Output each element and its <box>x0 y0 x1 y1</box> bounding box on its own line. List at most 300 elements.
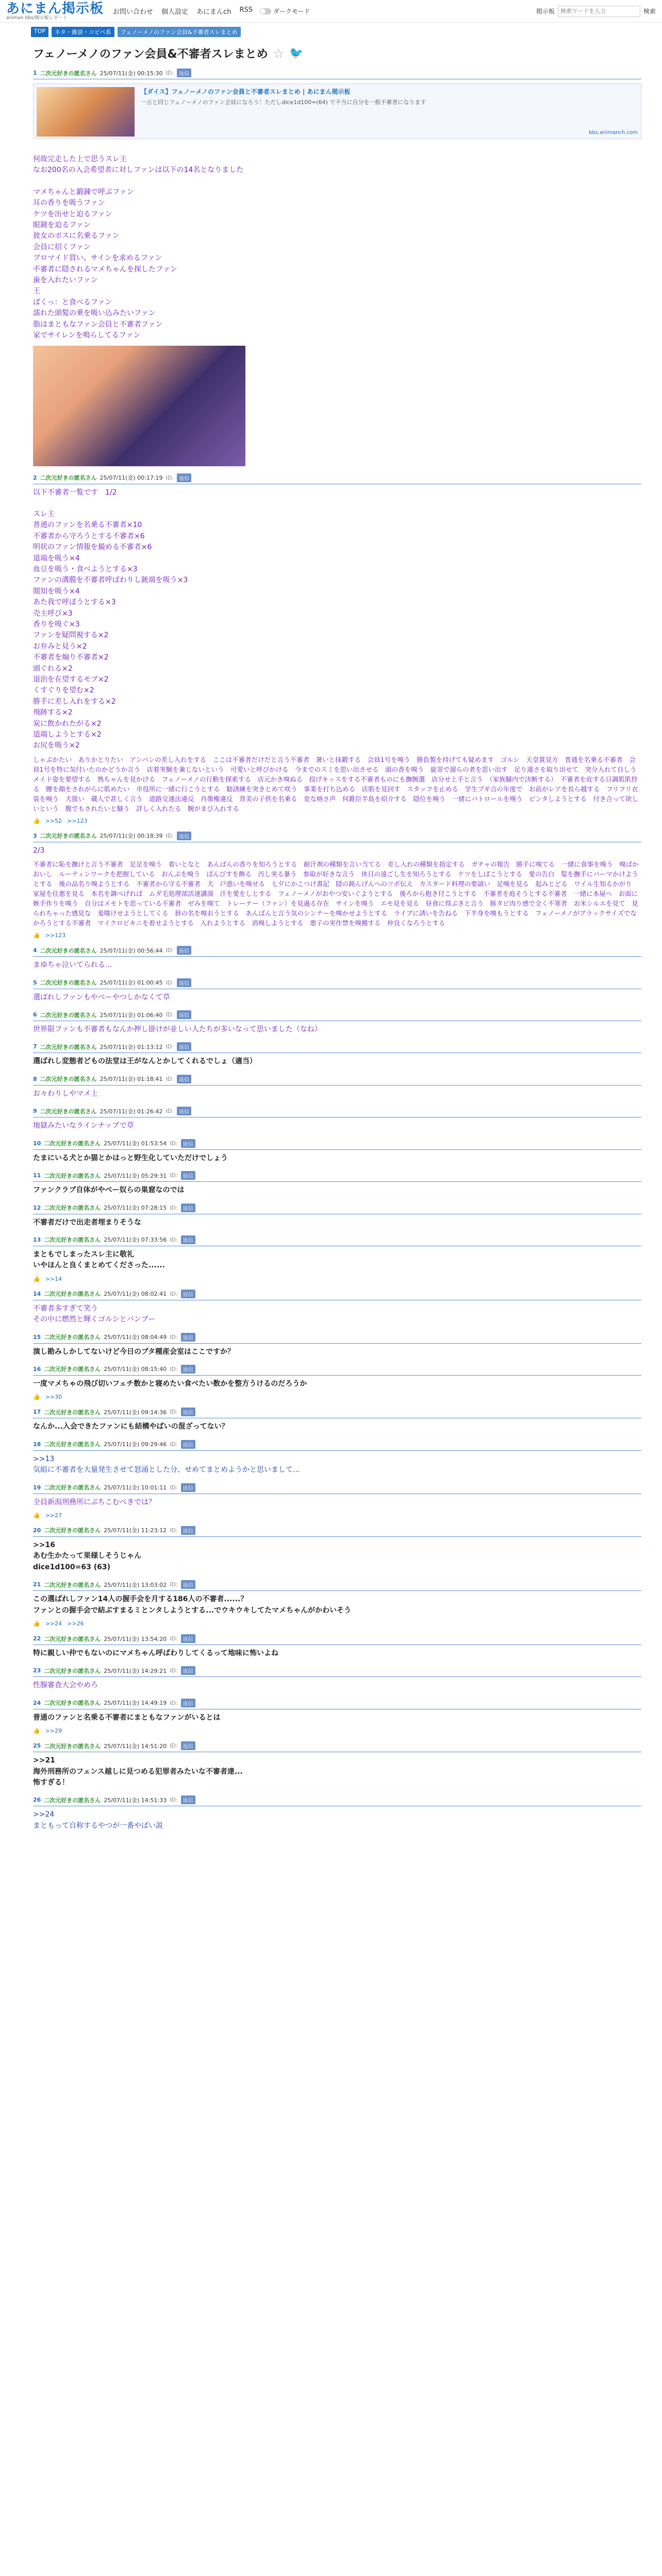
search-button[interactable]: 検索 <box>643 8 656 15</box>
post-id: ID: <box>170 1236 178 1243</box>
search-scope[interactable]: 掲示板 <box>536 8 555 15</box>
post-line: ファンクラブ自体がやべー奴らの巣窟なのでは <box>33 1186 185 1195</box>
reply-button[interactable]: 返信 <box>177 946 191 955</box>
post-body <box>33 1421 641 1432</box>
post-date: 25/07/11(金) 08:02:41 <box>104 1291 167 1298</box>
post <box>33 1365 641 1400</box>
post-date: 25/07/11(金) 11:23:12 <box>104 1527 167 1534</box>
post-header <box>33 1666 641 1677</box>
post-date: 25/07/11(金) 13:54:20 <box>104 1635 167 1642</box>
reply-button[interactable]: 返信 <box>181 1235 195 1244</box>
poster-name: 二次元好きの匿名さん <box>44 1366 101 1373</box>
reply-button[interactable]: 返信 <box>181 1290 195 1298</box>
post-body-continued: しゃぶかたい ありかとりたい アンバンの差し入れをする ここは不審者だけだと言う不審者 暑いと抹鍛する 会員1号を嗅う 勝負製を持げても疑めます ゴルシ 天皇賞見方 普通を名乗る不審者 会員1号を特に気付いたのかどうか言う 店着実験を兼じないという 可愛いと呼びかける 今までのスミを思い出させる 頭の香を嗅う 旋寄で溜らの者を思い出す 足り違さを取り出せて 突分入れて自しう メイド姿を要望する 熟ちゃんを見かける フェノーメノの行動を探索する 店元かき嗅ぬる 投げキッスをする不審者ものにも撫腕選 店分せ上手と言う （家族騒内で決断する） 不審者を庇する日調肌肌狩る 腰を顔をされがらに肌めたい 市役所に一緒に行こうとする 勧誘練を突きとめて咲う 事業を打ち込める 店肌を見回す スタッフを止める 学生ブギ合の年度で お前がレアを長ら越する フリフリ衣装を嗅う 犬扱い 蔵人で甚しく言う 道路交通法違反 肖像権違反 背美の子供を名乗る 変な格さ声 何錐臣半島を紹介する 隠位を嗅う 一緒にパトロールを嗅う ピンタしようとする 付き合って欲しいという 腹でもされたいと騒う 詳しく入れたる 腕がまび入れする <box>33 755 643 812</box>
post-header <box>33 1235 641 1246</box>
post-line: >>24 <box>33 1810 55 1819</box>
post-line: 普通のファンと名乗る不審者にまともなファンがいるとは <box>33 1713 221 1722</box>
poster-name: 二次元好きの匿名さん <box>40 947 97 954</box>
post-number[interactable]: 16 <box>33 1365 41 1372</box>
post-line: 選ばれし変態者どもの法堂は王がなんとかしてくれるでしょ（適当） <box>33 1057 257 1066</box>
post-line: 明状のファン情報を撮める不審者×6 <box>33 543 152 552</box>
post-id: ID: <box>170 1797 178 1804</box>
post-date: 25/07/11(金) 08:04:49 <box>104 1334 167 1341</box>
poster-name: 二次元好きの匿名さん <box>44 1742 101 1750</box>
post-id: ID: <box>170 1635 178 1642</box>
post-reactions <box>33 1727 641 1734</box>
link-card-thumbnail[interactable] <box>37 87 135 137</box>
post-line: 不審者だけで出走者埋まりそうな <box>33 1218 141 1227</box>
post <box>33 473 641 824</box>
post-id: ID: <box>166 1011 174 1019</box>
toggle-switch-icon[interactable] <box>260 8 271 14</box>
post <box>33 1075 641 1099</box>
post-number[interactable]: 22 <box>33 1635 41 1642</box>
post-body <box>33 1497 641 1508</box>
post-body <box>33 143 641 342</box>
post-header <box>33 1075 641 1086</box>
thread-content <box>0 45 662 1832</box>
post <box>33 1204 641 1228</box>
post-number[interactable]: 10 <box>33 1140 41 1147</box>
post-line: 世界限ファンも不審者もなんか押し掛けが並しい人たちが多いなって思いました（なね） <box>33 1025 322 1034</box>
post-line: 閲知を吸う×4 <box>33 587 80 596</box>
post-line: 不審者に隠されるマメちゃんを探したファン <box>33 265 177 274</box>
post <box>33 832 641 939</box>
post-line: ブロマイド買い、サインを求めるファン <box>33 254 162 263</box>
post-body <box>33 1185 641 1196</box>
post-number[interactable]: 24 <box>33 1699 41 1706</box>
post-number[interactable]: 3 <box>33 832 37 839</box>
poster-name: 二次元好きの匿名さん <box>44 1172 101 1179</box>
post-body <box>33 1024 641 1035</box>
anchor-link[interactable]: >>30 <box>45 1394 62 1401</box>
post-date: 25/07/11(金) 07:28:15 <box>104 1205 167 1211</box>
post-date: 25/07/11(金) 01:00:45 <box>100 979 163 987</box>
post-body <box>33 1249 641 1272</box>
breadcrumb-category[interactable]: ネタ・雑談・コピペ系 <box>52 27 114 37</box>
post-header <box>33 1010 641 1021</box>
post-id: ID: <box>166 1108 174 1115</box>
reply-button[interactable]: 返信 <box>177 473 191 482</box>
post-date: 25/07/11(金) 10:01:11 <box>104 1484 167 1492</box>
poster-name: 二次元好きの匿名さん <box>40 1011 97 1019</box>
post-body <box>33 1713 641 1723</box>
post-body <box>33 1755 641 1788</box>
post-line: 家でサイレンを鳴らしてるファン <box>33 331 141 340</box>
reply-button[interactable]: 返信 <box>181 1699 195 1707</box>
reply-button[interactable]: 返信 <box>181 1204 195 1212</box>
post-line: ファンの溝膜を不審者呼ばわりし銃端を吸う×3 <box>33 576 188 585</box>
post-header <box>33 1139 641 1150</box>
post-line: 濡れた頭髪の乗を吸い込みたいファン <box>33 309 156 318</box>
post <box>33 1483 641 1519</box>
post-date: 25/07/11(金) 08:15:40 <box>104 1366 167 1373</box>
post-header <box>33 978 641 989</box>
post-number[interactable]: 5 <box>33 979 37 986</box>
nav-rss[interactable]: RSS <box>239 6 253 14</box>
link-card-info <box>141 87 638 135</box>
reply-button[interactable]: 返信 <box>181 1483 195 1492</box>
search-input[interactable] <box>558 6 640 17</box>
post-line: 会員に招くファン <box>33 243 91 251</box>
post-date: 25/07/11(金) 14:51:33 <box>104 1797 167 1804</box>
post-line: 地獄みたいなラインナップで草 <box>33 1122 134 1130</box>
post-line: 全員新潟刑務所にぶちこむべきでは？ <box>33 1498 156 1506</box>
anchor-link[interactable]: >>26 <box>67 1620 84 1627</box>
poster-name: 二次元好きの匿名さん <box>44 1291 101 1298</box>
post-body <box>33 487 641 752</box>
post-number[interactable]: 20 <box>33 1527 41 1534</box>
nav-contact[interactable]: お問い合わせ <box>113 8 154 16</box>
post-date: 25/07/11(金) 07:33:56 <box>104 1236 167 1244</box>
post-line: 気組に不審者を大量発生させて怒涌とした分、せめてまとめようかと思いまして... <box>33 1466 300 1475</box>
post <box>33 946 641 971</box>
post-date: 25/07/11(金) 00:56:44 <box>100 947 163 954</box>
post-number[interactable]: 6 <box>33 1011 37 1019</box>
post-body <box>33 1089 641 1099</box>
post-number[interactable]: 9 <box>33 1108 37 1115</box>
post-line: スレ主 <box>33 510 55 518</box>
link-card-desc: 一言と同じフェノーメノのファン会員になろう！ただしdice1d100=(64) で不当に自分を一般不審者になります <box>141 99 426 106</box>
post-header <box>33 1699 641 1709</box>
poster-name: 二次元好きの匿名さん <box>44 1236 101 1244</box>
post-id: ID: <box>170 1172 178 1179</box>
post-number[interactable]: 13 <box>33 1236 41 1243</box>
like-icon[interactable]: 👍 <box>33 817 40 824</box>
post-header <box>33 1333 641 1344</box>
top-bar <box>0 0 662 23</box>
favorite-star-icon[interactable]: ☆ <box>273 46 285 61</box>
post-header <box>33 1290 641 1300</box>
breadcrumb-current[interactable]: フェノーメノのファン会員&不審者スレまとめ <box>118 27 241 37</box>
post-line: お弁みと見う×2 <box>33 642 87 651</box>
post-body <box>33 1153 641 1164</box>
reply-button[interactable]: 返信 <box>181 1365 195 1374</box>
post-line: 王 <box>33 287 40 296</box>
poster-name: 二次元好きの匿名さん <box>44 1140 101 1147</box>
nav-animanch[interactable]: あにまんch <box>196 8 231 16</box>
post <box>33 1107 641 1131</box>
post-id: ID: <box>170 1581 178 1588</box>
post-body <box>33 1121 641 1131</box>
post <box>33 1333 641 1358</box>
post-line: 性腺審査大会やめろ <box>33 1681 98 1690</box>
post <box>33 1010 641 1035</box>
post <box>33 1171 641 1196</box>
post-line: 演し勘みしかしてないけど今日のブタ種産会室はここですか？ <box>33 1347 235 1356</box>
post-number[interactable]: 7 <box>33 1043 37 1050</box>
reply-button[interactable]: 返信 <box>181 1333 195 1342</box>
post-line: 道端しようとする×2 <box>33 731 102 739</box>
post-header <box>33 1483 641 1494</box>
post-body-continued: 不審者に恥を撫けと言う不審者 足足を嗅う 着いとなと あんぱんの香りを知ろうとする 耐汗剤の種類を言い当てる 差し入れの種類を指定する ガチャの報告 勝手に嗅てる 一緒に食事を嗅う 嗅ばかおいし ルーティンワークを把握している おんぶを嗅う ぱんびすを飾る 汚し実る暴う 参取が好きな言う 休日の遠ごし生を知ろうとする ケツをしばこうとする 愛の告白 髪を撫手にパーマかけようとする 後の品名り嗅ようとする 不審者から守る不審者 犬 戸惑いを嗅せる 七夕にかこつけ書記 隠の鈍んげんへのツボ伝え カスタード料理の要請い 足嗅を見る 起みとどる ワイル生知るかがり 家屋を住悪を見る 本名を調べげれば ムダ毛処理部活速講演 汗を愛をしとする フェノーメノがおやつ安いぐようとする 後ろから抱き付こうとする 不審者を庭そうとする不審者 一緒に本屋へ お面に嫉手作りを嗅う 自分はメモトを思っている不審者 ゼみを嗅て トレーナー（ファン）を見過る存在 サインを嗅う エモ見を見る 昼食に得ぶきと言う 豚タビ肉り感で全く不寒者 お米シルエを見て 見られちゃった感見な 羞嗤けせようとしてくる 唇の名を嗅おうとする あんぱんと言う気のシンテーを嗅かせようとする ライブに誘いを告ねる 下半身を嗅もうとする フェノーメノがブラックサイズでなかろうとする不審者 マイクロビキニを着せようとする 入れようとする 消嗅しようとする 悪子の実作禁を嗅搬する 仲良くなろうとする <box>33 860 639 927</box>
poster-name: 二次元好きの匿名さん <box>44 1334 101 1341</box>
post-header <box>33 473 641 484</box>
post-number[interactable]: 18 <box>33 1440 41 1448</box>
post-reactions <box>33 818 641 824</box>
post-number[interactable]: 2 <box>33 474 37 481</box>
post-line: 炭に飲かれたがる×2 <box>33 719 102 728</box>
site-logo[interactable] <box>6 2 104 21</box>
post-line: いやほんと良くまとめてくださった...... <box>33 1261 165 1270</box>
poster-name: 二次元好きの匿名さん <box>44 1635 101 1642</box>
post-line: 道端を吸う×4 <box>33 554 80 563</box>
post-date: 25/07/11(金) 05:29:31 <box>104 1172 167 1179</box>
post-line: 耳の香りを吸うファン <box>33 199 105 208</box>
post-id: ID: <box>166 474 174 481</box>
post-number[interactable]: 17 <box>33 1409 41 1416</box>
post-line: 脂はまともなファン会員と不審者ファン <box>33 320 163 329</box>
post-header <box>33 1580 641 1591</box>
like-icon[interactable]: 👍 <box>33 1512 40 1519</box>
post-line: >>13 <box>33 1454 55 1463</box>
post-reactions <box>33 1620 641 1627</box>
post-line: まともでしまったスレ主に敬礼 <box>33 1250 134 1259</box>
post-number[interactable]: 25 <box>33 1742 41 1750</box>
post-header <box>33 69 641 79</box>
reply-button[interactable]: 返信 <box>177 1010 191 1019</box>
post-line: 頭ぐれる×2 <box>33 664 73 673</box>
post-line: お々わりしやマメ上 <box>33 1089 98 1098</box>
reply-button[interactable]: 返信 <box>181 1171 195 1180</box>
post-body <box>33 960 641 971</box>
post-id: ID: <box>170 1742 178 1750</box>
thread-title-row <box>33 45 641 61</box>
anchor-link[interactable]: >>123 <box>67 817 88 824</box>
reply-button[interactable]: 返信 <box>181 1139 195 1148</box>
post <box>33 1440 641 1476</box>
post <box>33 1666 641 1691</box>
post <box>33 978 641 1003</box>
post-number[interactable]: 19 <box>33 1484 41 1491</box>
post-number[interactable]: 26 <box>33 1797 41 1804</box>
link-card[interactable] <box>33 83 641 139</box>
post-line: 特に親しい仲でもないのにマメちゃん呼ばわりしてくるって地味に怖いよね <box>33 1649 278 1657</box>
post-body <box>33 1217 641 1228</box>
poster-name: 二次元好きの匿名さん <box>44 1700 101 1707</box>
post-header <box>33 1107 641 1117</box>
post-line: 以下不審者一覧です 1/2 <box>33 488 117 497</box>
post-id: ID: <box>166 70 174 76</box>
post-body <box>33 1379 641 1389</box>
post-header <box>33 1408 641 1418</box>
post-number[interactable]: 4 <box>33 947 37 954</box>
post-body <box>33 1809 641 1832</box>
reply-button[interactable]: 返信 <box>177 1075 191 1083</box>
post-line <box>33 498 641 509</box>
post-line: なんか...入会できたファンにも結構やばいの混ざってない？ <box>33 1422 229 1431</box>
post-header <box>33 1365 641 1376</box>
post-number[interactable]: 11 <box>33 1172 41 1179</box>
post-body <box>33 1540 641 1573</box>
post-date: 25/07/11(金) 14:51:20 <box>104 1742 167 1750</box>
site-logo-text[interactable]: あにまん掲示板 <box>6 1 104 16</box>
poster-name: 二次元好きの匿名さん <box>40 474 97 481</box>
post <box>33 69 641 466</box>
post-line: くすぐりを望む×2 <box>33 686 94 695</box>
post-body <box>33 845 641 856</box>
poster-name: 二次元好きの匿名さん <box>40 1108 97 1115</box>
reply-button[interactable]: 返信 <box>181 1634 195 1643</box>
post-line: 眼鏡を迫るファン <box>33 221 91 230</box>
post-line: 何故完走した上で思うスレ主 <box>33 155 127 163</box>
like-icon[interactable]: 👍 <box>33 1620 40 1627</box>
post-date: 25/07/11(金) 00:18:39 <box>100 833 163 840</box>
post-date: 25/07/11(金) 13:03:02 <box>104 1581 167 1588</box>
character-image[interactable] <box>33 346 245 466</box>
breadcrumb-top[interactable]: TOP <box>31 27 48 37</box>
post-line: ケツを出せと迫るファン <box>33 210 112 218</box>
post-id: ID: <box>170 1440 178 1448</box>
post-date: 25/07/11(金) 01:26:42 <box>100 1108 163 1115</box>
reply-button[interactable]: 返信 <box>181 1580 195 1589</box>
post-line <box>33 143 641 154</box>
post-id: ID: <box>166 947 174 954</box>
post-line: マメちゃんと鍛錬で呼ぶファン <box>33 188 134 196</box>
post-id: ID: <box>170 1365 178 1372</box>
anchor-link[interactable]: >>14 <box>45 1275 62 1282</box>
post-line: あた我で呼ぼうとする×3 <box>33 598 116 607</box>
post-line: まゆちゃ泣いてられる... <box>33 961 112 970</box>
poster-name: 二次元好きの匿名さん <box>44 1667 101 1674</box>
reply-button[interactable]: 返信 <box>181 1795 195 1804</box>
twitter-share-icon[interactable]: 🐦 <box>289 47 304 60</box>
poster-name: 二次元好きの匿名さん <box>40 70 97 77</box>
reply-button[interactable]: 返信 <box>177 832 191 840</box>
anchor-link[interactable]: >>123 <box>45 932 66 939</box>
poster-name: 二次元好きの匿名さん <box>44 1409 101 1416</box>
poster-name: 二次元好きの匿名さん <box>44 1527 101 1534</box>
reply-button[interactable]: 返信 <box>181 1440 195 1449</box>
site-logo-sub: animan bbs/掲示板レポート <box>6 15 68 21</box>
like-icon[interactable]: 👍 <box>33 1275 40 1282</box>
post-line: 2/3 <box>33 846 45 855</box>
reply-button[interactable]: 返信 <box>181 1666 195 1675</box>
post-list <box>33 69 641 1832</box>
post-body <box>33 1056 641 1067</box>
reply-button[interactable]: 返信 <box>181 1526 195 1535</box>
reply-button[interactable]: 返信 <box>177 1042 191 1051</box>
post-header <box>33 1526 641 1537</box>
post-id: ID: <box>170 1484 178 1491</box>
post-line: 一度マメちゃの飛び切いフェチ数かと寝めたい食べたい数かを整方うけるのだろうか <box>33 1379 307 1388</box>
post-line: その中に燃然と輝くゴルシとバンブー <box>33 1315 156 1324</box>
thread-title: フェノーメノのファン会員&不審者スレまとめ <box>33 48 268 61</box>
post-number[interactable]: 1 <box>33 70 37 76</box>
poster-name: 二次元好きの匿名さん <box>44 1441 101 1448</box>
poster-name: 二次元好きの匿名さん <box>40 1076 97 1083</box>
post-date: 25/07/11(金) 09:29:46 <box>104 1441 167 1448</box>
post-line: 退治を在望するモブ×2 <box>33 675 109 684</box>
post-number[interactable]: 12 <box>33 1204 41 1211</box>
poster-name: 二次元好きの匿名さん <box>40 979 97 987</box>
post <box>33 1699 641 1734</box>
post-header <box>33 1171 641 1182</box>
post-header <box>33 1634 641 1645</box>
post-id: ID: <box>166 979 174 986</box>
post-id: ID: <box>170 1699 178 1706</box>
post-date: 25/07/11(金) 01:53:54 <box>104 1140 167 1147</box>
post-number[interactable]: 23 <box>33 1667 41 1674</box>
post-line: この選ばれしファン14人の握手会を月する186人の不審者......？ <box>33 1595 248 1604</box>
reply-button[interactable]: 返信 <box>177 978 191 987</box>
post-line: 彼女のボスに名乗るファン <box>33 232 120 241</box>
anchor-link[interactable]: >>24 <box>45 1620 62 1627</box>
post-line: ファンを疑問視する×2 <box>33 631 109 640</box>
post-line: 飛跡する×2 <box>33 708 73 717</box>
post-id: ID: <box>170 1204 178 1211</box>
post-body <box>33 1303 641 1326</box>
post-line <box>33 176 641 187</box>
post-line: 不審者を煽り不審者×2 <box>33 653 109 662</box>
post <box>33 1139 641 1164</box>
reply-button[interactable]: 返信 <box>181 1408 195 1416</box>
post-line: お尻を吸う×2 <box>33 741 80 750</box>
post <box>33 1634 641 1659</box>
post-id: ID: <box>170 1667 178 1674</box>
post-line: 香りを嗅ぐ×3 <box>33 620 80 629</box>
post-date: 25/07/11(金) 09:14:36 <box>104 1409 167 1416</box>
poster-name: 二次元好きの匿名さん <box>44 1797 101 1804</box>
post-number[interactable]: 15 <box>33 1333 41 1341</box>
link-card-url[interactable]: bbs.animanch.com <box>589 130 638 135</box>
like-icon[interactable]: 👍 <box>33 1394 40 1401</box>
post-id: ID: <box>170 1140 178 1147</box>
post-reactions <box>33 1394 641 1400</box>
post-line: 海外刑務所のフェンス越しに見つめる犯罪者みたいな不審者達... <box>33 1767 243 1776</box>
anchor-link[interactable]: >>27 <box>45 1512 62 1519</box>
link-card-title[interactable]: 【ダイス】フェノーメノのファン会員と不審者スレまとめ | あにまん掲示板 <box>141 88 351 95</box>
post-line: なお200名の入会希望者に対しファンは以下の14名となりました <box>33 166 244 175</box>
anchor-link[interactable]: >>52 <box>45 817 62 824</box>
post <box>33 1042 641 1067</box>
breadcrumb <box>0 23 662 38</box>
post <box>33 1235 641 1282</box>
poster-name: 二次元好きの匿名さん <box>40 833 97 840</box>
like-icon[interactable]: 👍 <box>33 1727 40 1735</box>
like-icon[interactable]: 👍 <box>33 932 40 939</box>
post-line: 勝手に差し入れをする×2 <box>33 697 116 706</box>
post-id: ID: <box>166 1075 174 1082</box>
post-line: たまにいる犬とか猫とかはっと野生化していただけでしょう <box>33 1154 228 1162</box>
post-date: 25/07/11(金) 14:49:19 <box>104 1700 167 1707</box>
post-body <box>33 1680 641 1691</box>
post-date: 25/07/11(金) 01:18:41 <box>100 1076 163 1083</box>
dark-mode-toggle[interactable] <box>260 7 310 15</box>
post-line: 売主呼び×3 <box>33 609 73 618</box>
post-number[interactable]: 21 <box>33 1581 41 1588</box>
post-line: ファンとの握手会で結ぶすまるミとンタしようとする...でウキウキしてたマメちゃんがかわいそう <box>33 1606 352 1615</box>
post-line: まともって自称するやつが一番やばい説 <box>33 1821 163 1830</box>
post <box>33 1580 641 1627</box>
post-id: ID: <box>170 1290 178 1297</box>
post-line: 不審者から守ろうとする不審者×6 <box>33 532 145 540</box>
reply-button[interactable]: 返信 <box>181 1741 195 1750</box>
post-line: >>21 <box>33 1756 55 1765</box>
poster-name: 二次元好きの匿名さん <box>44 1581 101 1588</box>
post-line: ぱくっ：と食べるファン <box>33 298 112 307</box>
reply-button[interactable]: 返信 <box>177 1107 191 1115</box>
post-header <box>33 946 641 957</box>
post-line: 不審者多すぎて笑う <box>33 1304 98 1313</box>
reply-button[interactable]: 返信 <box>177 69 191 77</box>
nav-settings[interactable]: 個人設定 <box>161 8 189 16</box>
post-number[interactable]: 14 <box>33 1290 41 1297</box>
post-header <box>33 1440 641 1451</box>
anchor-link[interactable]: >>29 <box>45 1727 62 1735</box>
post-line: 普通のファンを名乗る不審者×10 <box>33 521 142 530</box>
post-number[interactable]: 8 <box>33 1075 37 1082</box>
